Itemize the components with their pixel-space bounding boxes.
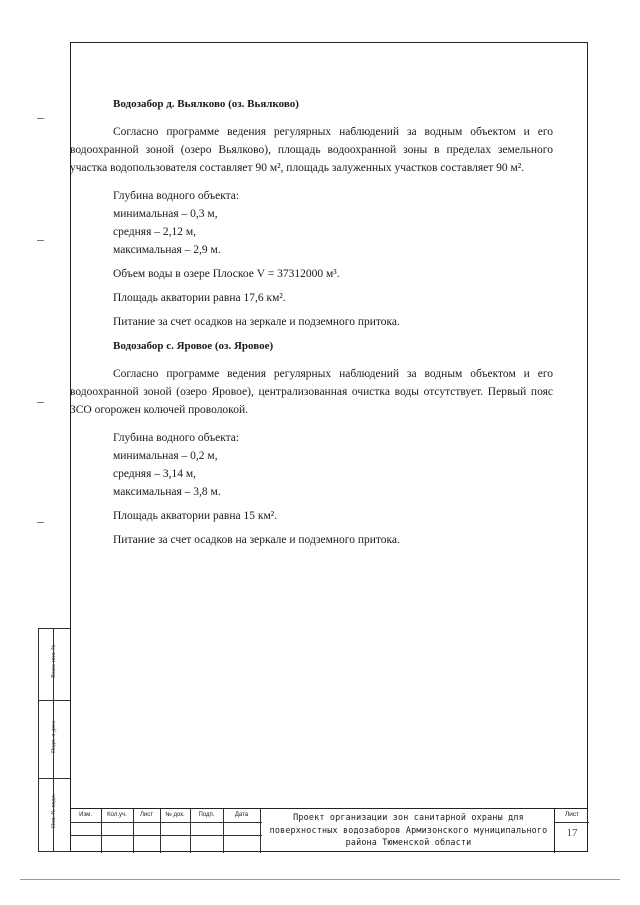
col-signature: Подп.: [198, 812, 215, 818]
depth-max: максимальная – 2,9 м.: [113, 244, 221, 256]
sheet-label: Лист: [564, 811, 580, 818]
margin-tick: [37, 402, 44, 403]
margin-tick: [37, 522, 44, 523]
water-area: Площадь акватории равна 15 км².: [113, 510, 278, 522]
sheet-box: [554, 809, 589, 853]
depth-min: минимальная – 0,2 м,: [113, 450, 218, 462]
title-block: [70, 808, 588, 852]
water-feed: Питание за счет осадков на зеркале и подземного притока.: [113, 316, 400, 328]
col-izm: Изм.: [79, 812, 92, 818]
section-heading: Водозабор д. Вьялково (оз. Вьялково): [113, 98, 299, 110]
scan-edge-line: [20, 879, 620, 880]
side-stamp: [38, 628, 70, 852]
depth-avg: средняя – 2,12 м,: [113, 226, 197, 238]
side-label-replace: Взам. инв. №: [51, 644, 57, 678]
section-intro: Согласно программе ведения регулярных наблюдений за водным объектом и его водоохранной зоной (озеро Яровое), централизованная очистка воды отсутствует. Первый пояс ЗСО огорожен колючей проволокой.: [70, 368, 553, 416]
col-list: Лист: [139, 812, 154, 818]
col-doc-number: № док.: [165, 812, 185, 818]
depth-label: Глубина водного объекта:: [113, 190, 240, 202]
col-kol-uch: Кол.уч.: [107, 812, 127, 818]
water-volume: Объем воды в озере Плоское V = 37312000 м³.: [113, 268, 340, 280]
side-label-inventory: Инв. № подл.: [51, 793, 57, 829]
sheet-number: 17: [566, 827, 578, 839]
margin-tick: [37, 240, 44, 241]
section-heading: Водозабор с. Яровое (оз. Яровое): [113, 340, 274, 352]
depth-min: минимальная – 0,3 м,: [113, 208, 218, 220]
depth-avg: средняя – 3,14 м,: [113, 468, 197, 480]
water-area: Площадь акватории равна 17,6 км².: [113, 292, 286, 304]
depth-label: Глубина водного объекта:: [113, 432, 240, 444]
margin-tick: [37, 118, 44, 119]
side-label-sign-date: Подп. и дата: [51, 720, 57, 754]
water-feed: Питание за счет осадков на зеркале и подземного притока.: [113, 534, 400, 546]
project-title: Проект организации зон санитарной охраны для поверхностных водозаборов Армизонского муниципального района Тюменской области: [269, 812, 548, 847]
col-date: Дата: [234, 812, 249, 818]
document-body: [70, 95, 553, 549]
section-intro: Согласно программе ведения регулярных наблюдений за водным объектом и его водоохранной зоной (озеро Вьялково), площадь водоохранной зоны в пределах земельного участка водопользователя составляет 90 м², площадь залуженных участков составляет 90 м².: [70, 126, 553, 174]
depth-max: максимальная – 3,8 м.: [113, 486, 221, 498]
revision-table: [70, 809, 262, 853]
